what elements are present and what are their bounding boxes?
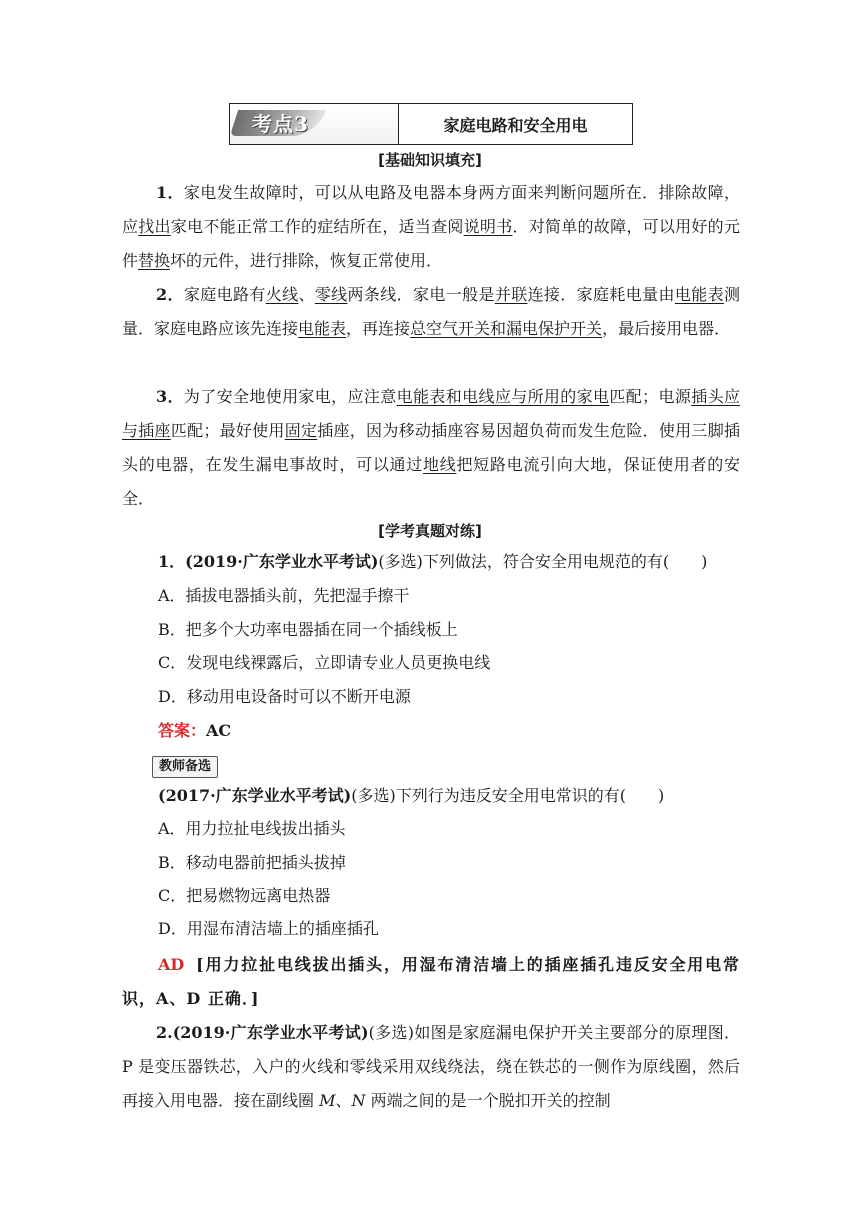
q2-option-a: A．用力拉扯电线拔出插头 — [158, 819, 346, 838]
basic-paragraph-2 — [122, 278, 740, 346]
question-number: 1． — [158, 552, 186, 571]
question-text: (多选)如图是家庭漏电保护开关主要部分的原理图．P 是变压器铁芯，入户的火线和零线采用双线绕法，绕在铁芯的一侧作为原线圈，然后再接入用电器．接在副线圈 — [122, 1023, 740, 1110]
question-text: (多选)下列做法，符合安全用电规范的有( ) — [378, 552, 708, 571]
q2-option-d: D．用湿布清洁墙上的插座插孔 — [158, 919, 379, 938]
blank-answer: 并联 — [494, 285, 528, 304]
exam-title: [学考真题对练] — [378, 522, 482, 540]
text: 匹配；最好使用 — [170, 421, 285, 440]
section-label: 考点3 — [252, 112, 309, 136]
q2-option-b: B．移动电器前把插头拔掉 — [158, 853, 346, 872]
blank-answer: 找出 — [138, 217, 171, 236]
section-title: 家庭电路和安全用电 — [443, 115, 588, 135]
text: 、 — [298, 285, 315, 304]
question-source: (2017·广东学业水平考试) — [158, 786, 352, 805]
q2-answer — [122, 948, 740, 1016]
blank-answer: 说明书 — [463, 217, 513, 236]
text: 家庭电路有 — [183, 285, 266, 304]
blank-answer: 替换 — [138, 251, 171, 270]
answer-explanation: [用力拉扯电线拔出插头，用湿布清洁墙上的插座插孔违反安全用电常识，A、D 正确．] — [122, 955, 740, 1008]
symbol-n: N — [351, 1091, 366, 1110]
answer-label: 答案： — [158, 721, 207, 740]
blank-answer: 地线 — [422, 455, 457, 474]
blank-answer: 固定 — [284, 421, 318, 440]
question-text: 两端之间的是一个脱扣开关的控制 — [365, 1091, 611, 1110]
text: 测量．家庭电路应该先连接 — [122, 285, 740, 338]
question-text: 、 — [335, 1091, 352, 1110]
text: 匹配；电源 — [609, 387, 692, 406]
blank-answer: 电能表 — [298, 319, 347, 338]
item-number: 3． — [156, 387, 184, 406]
blank-answer: 插头应与插座 — [122, 387, 740, 440]
text: 家电不能正常工作的症结所在，适当查阅 — [170, 217, 464, 236]
q1-option-c: C．发现电线裸露后，立即请专业人员更换电线 — [158, 653, 491, 672]
text: 连接．家庭耗电量由 — [527, 285, 675, 304]
text: 把短路电流引向大地，保证使用者的安全． — [122, 455, 740, 508]
text: 插座，因为移动插座容易因超负荷而发生危险．使用三脚插头的电器，在发生漏电事故时，可以通过 — [122, 421, 740, 474]
q2-stem — [158, 781, 664, 811]
text: 坏的元件，进行排除，恢复正常使用． — [170, 251, 443, 270]
q1-answer — [158, 716, 231, 746]
text: 两条线．家电一般是 — [347, 285, 495, 304]
section-header — [229, 103, 633, 145]
text: 家电发生故障时，可以从电路及电器本身两方面来判断问题所在．排除故障，应 — [122, 183, 740, 236]
section-badge — [230, 104, 399, 144]
q1-option-a: A．插拔电器插头前，先把湿手擦干 — [158, 586, 410, 605]
text: ．对简单的故障，可以用好的元件 — [122, 217, 740, 270]
question-number: 2. — [156, 1023, 173, 1042]
text: ，再连接 — [346, 319, 411, 338]
answer-value: AD — [158, 955, 185, 974]
blank-answer: 火线 — [265, 285, 299, 304]
question-source: (2019·广东学业水平考试) — [172, 1023, 369, 1042]
question-text: (多选)下列行为违反安全用电常识的有( ) — [351, 786, 665, 805]
blank-answer: 电能表和电线应与所用的家电 — [396, 387, 610, 406]
basic-paragraph-1 — [122, 176, 740, 278]
item-number: 1． — [156, 183, 184, 202]
symbol-m: M — [319, 1091, 336, 1110]
basic-title: [基础知识填充] — [378, 151, 482, 169]
blank-answer: 总空气开关和漏电保护开关 — [410, 319, 603, 338]
text: 为了安全地使用家电，应注意 — [183, 387, 397, 406]
q1-option-d: D．移动用电设备时可以不断开电源 — [158, 687, 411, 706]
answer-value: AC — [206, 721, 232, 740]
blank-answer: 电能表 — [674, 285, 724, 304]
question-source: (2019·广东学业水平考试) — [185, 552, 379, 571]
q2-option-c: C．把易燃物远离电热器 — [158, 886, 331, 905]
text: ，最后接用电器． — [602, 319, 731, 338]
item-number: 2． — [156, 285, 184, 304]
q1-stem — [158, 547, 707, 577]
basic-paragraph-3 — [122, 380, 740, 516]
teacher-tag: 教师备选 — [152, 756, 218, 778]
blank-answer: 零线 — [314, 285, 348, 304]
q1-option-b: B．把多个大功率电器插在同一个插线板上 — [158, 620, 458, 639]
q3-stem — [122, 1016, 740, 1118]
